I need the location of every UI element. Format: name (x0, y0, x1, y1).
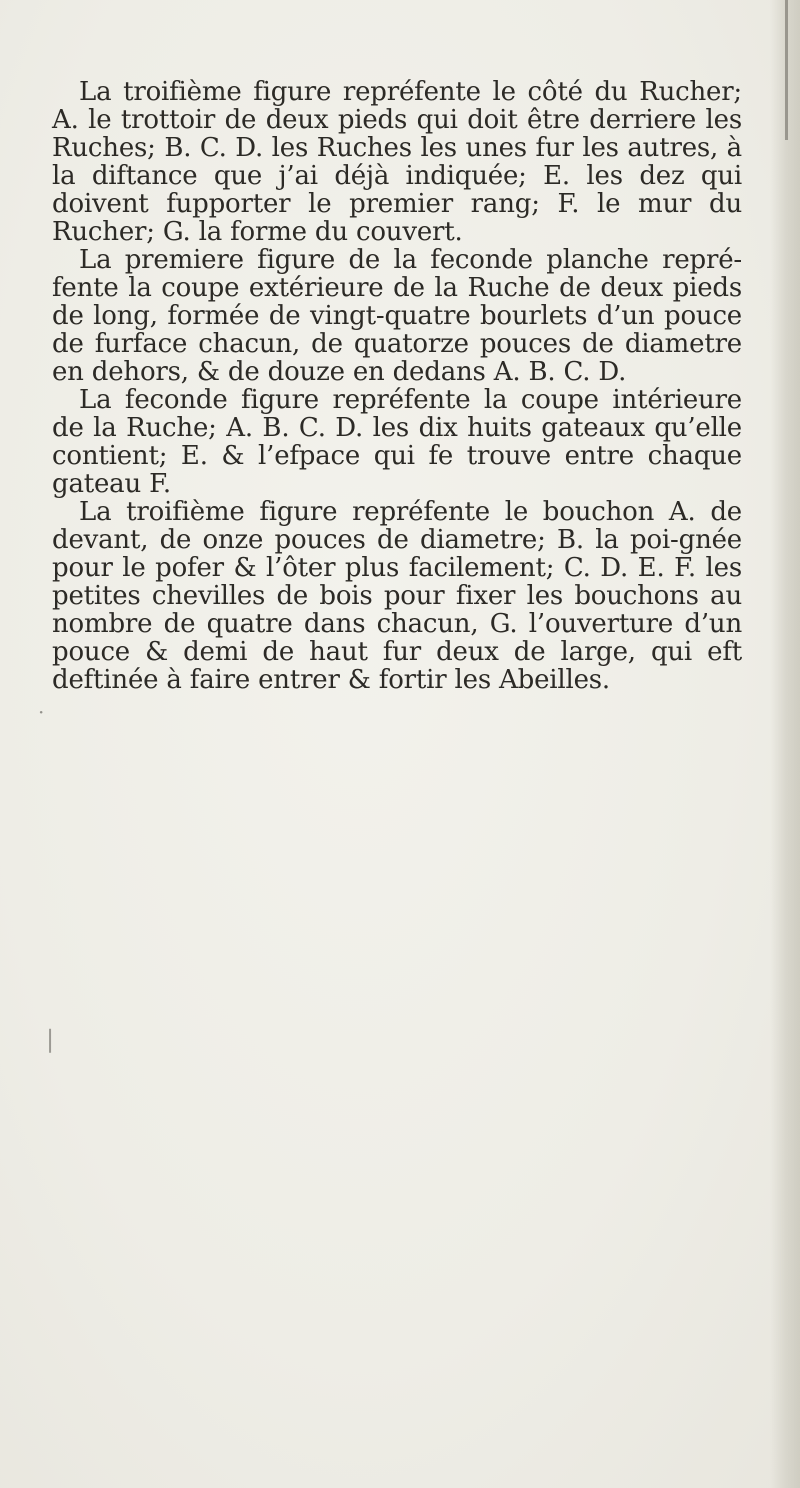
page-edge-binding (785, 0, 788, 140)
body-text (52, 78, 742, 694)
margin-ink-mark: · (38, 700, 45, 724)
page-edge-shadow (770, 0, 800, 1488)
stain-mark: ❘ (40, 1025, 61, 1053)
paragraph-first-figure-second-plate: La premiere figure de la feconde planche repré-fente la coupe extérieure de la Ruche de deux pieds de long, formée de vingt-quatre bourlets d’un pouce de furface chacun, de quatorze pouces de diametre en dehors, & de douze en dedans A. B. C. D. (52, 245, 742, 387)
paragraph-second-figure-interior: La feconde figure repréfente la coupe intérieure de la Ruche; A. B. C. D. les dix huits gateaux qu’elle contient; E. & l’efpace qui fe trouve entre chaque gateau F. (52, 385, 742, 499)
paragraph-third-figure-rucher: La troifième figure repréfente le côté du Rucher; A. le trottoir de deux pieds qui doit être derriere les Ruches; B. C. D. les Ruches les unes fur les autres, à la diftance que j’ai déjà indiquée; E. les dez qui doivent fupporter le premier rang; F. le mur du Rucher; G. la forme du couvert. (52, 77, 742, 247)
paragraph-third-figure-bouchon: La troifième figure repréfente le bouchon A. de devant, de onze pouces de diametre; B. la poi-gnée pour le pofer & l’ôter plus facilement; C. D. E. F. les petites chevilles de bois pour fixer les bouchons au nombre de quatre dans chacun, G. l’ouverture d’un pouce & demi de haut fur deux de large, qui eft deftinée à faire entrer & fortir les Abeilles. (52, 497, 742, 695)
